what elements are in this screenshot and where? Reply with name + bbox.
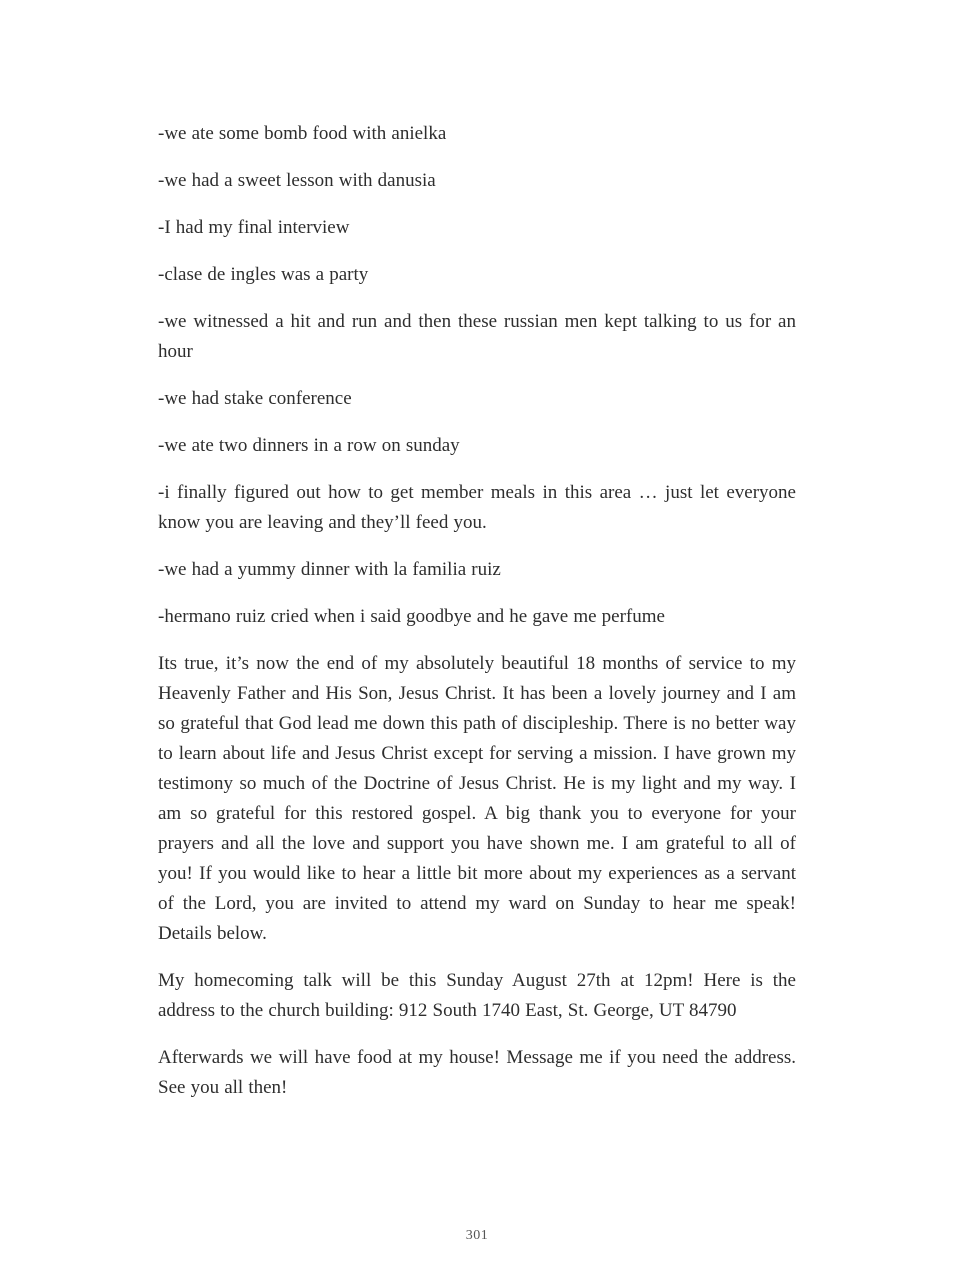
bullet-line: -we had stake conference	[158, 388, 352, 409]
bullet-line: -I had my final interview	[158, 217, 350, 238]
bullet-line: -we ate two dinners in a row on sunday	[158, 435, 460, 456]
bullet-line: -we witnessed a hit and run and then these russian men kept talking to us for an hour	[158, 311, 796, 362]
bullet-line: -we had a sweet lesson with danusia	[158, 170, 436, 191]
bullet-line: -clase de ingles was a party	[158, 264, 369, 285]
bullet-line: -we ate some bomb food with anielka	[158, 123, 447, 144]
bullet-line: -hermano ruiz cried when i said goodbye and he gave me perfume	[158, 606, 665, 627]
body-paragraph: Its true, it’s now the end of my absolutely beautiful 18 months of service to my Heavenly Father and His Son, Jesus Christ. It has been a lovely journey and I am so grateful that God lead me down this path of discipleship. There is no better way to learn about life and Jesus Christ except for serving a mission. I have grown my testimony so much of the Doctrine of Jesus Christ. He is my light and my way. I am so grateful for this restored gospel. A big thank you to everyone for your prayers and all the love and support you have shown me. I am grateful to all of you! If you would like to hear a little bit more about my experiences as a servant of the Lord, you are invited to attend my ward on Sunday to hear me speak! Details below.	[158, 653, 796, 944]
bullet-line: -i finally figured out how to get member meals in this area … just let everyone know you are leaving and they’ll feed you.	[158, 482, 796, 533]
page-number: 301	[465, 1228, 489, 1243]
body-paragraph: Afterwards we will have food at my house! Message me if you need the address. See you all then!	[158, 1047, 796, 1098]
bullet-line: -we had a yummy dinner with la familia ruiz	[158, 559, 501, 580]
body-paragraph: My homecoming talk will be this Sunday August 27th at 12pm! Here is the address to the church building: 912 South 1740 East, St. George, UT 84790	[158, 970, 796, 1021]
page-body-text	[158, 119, 796, 1120]
